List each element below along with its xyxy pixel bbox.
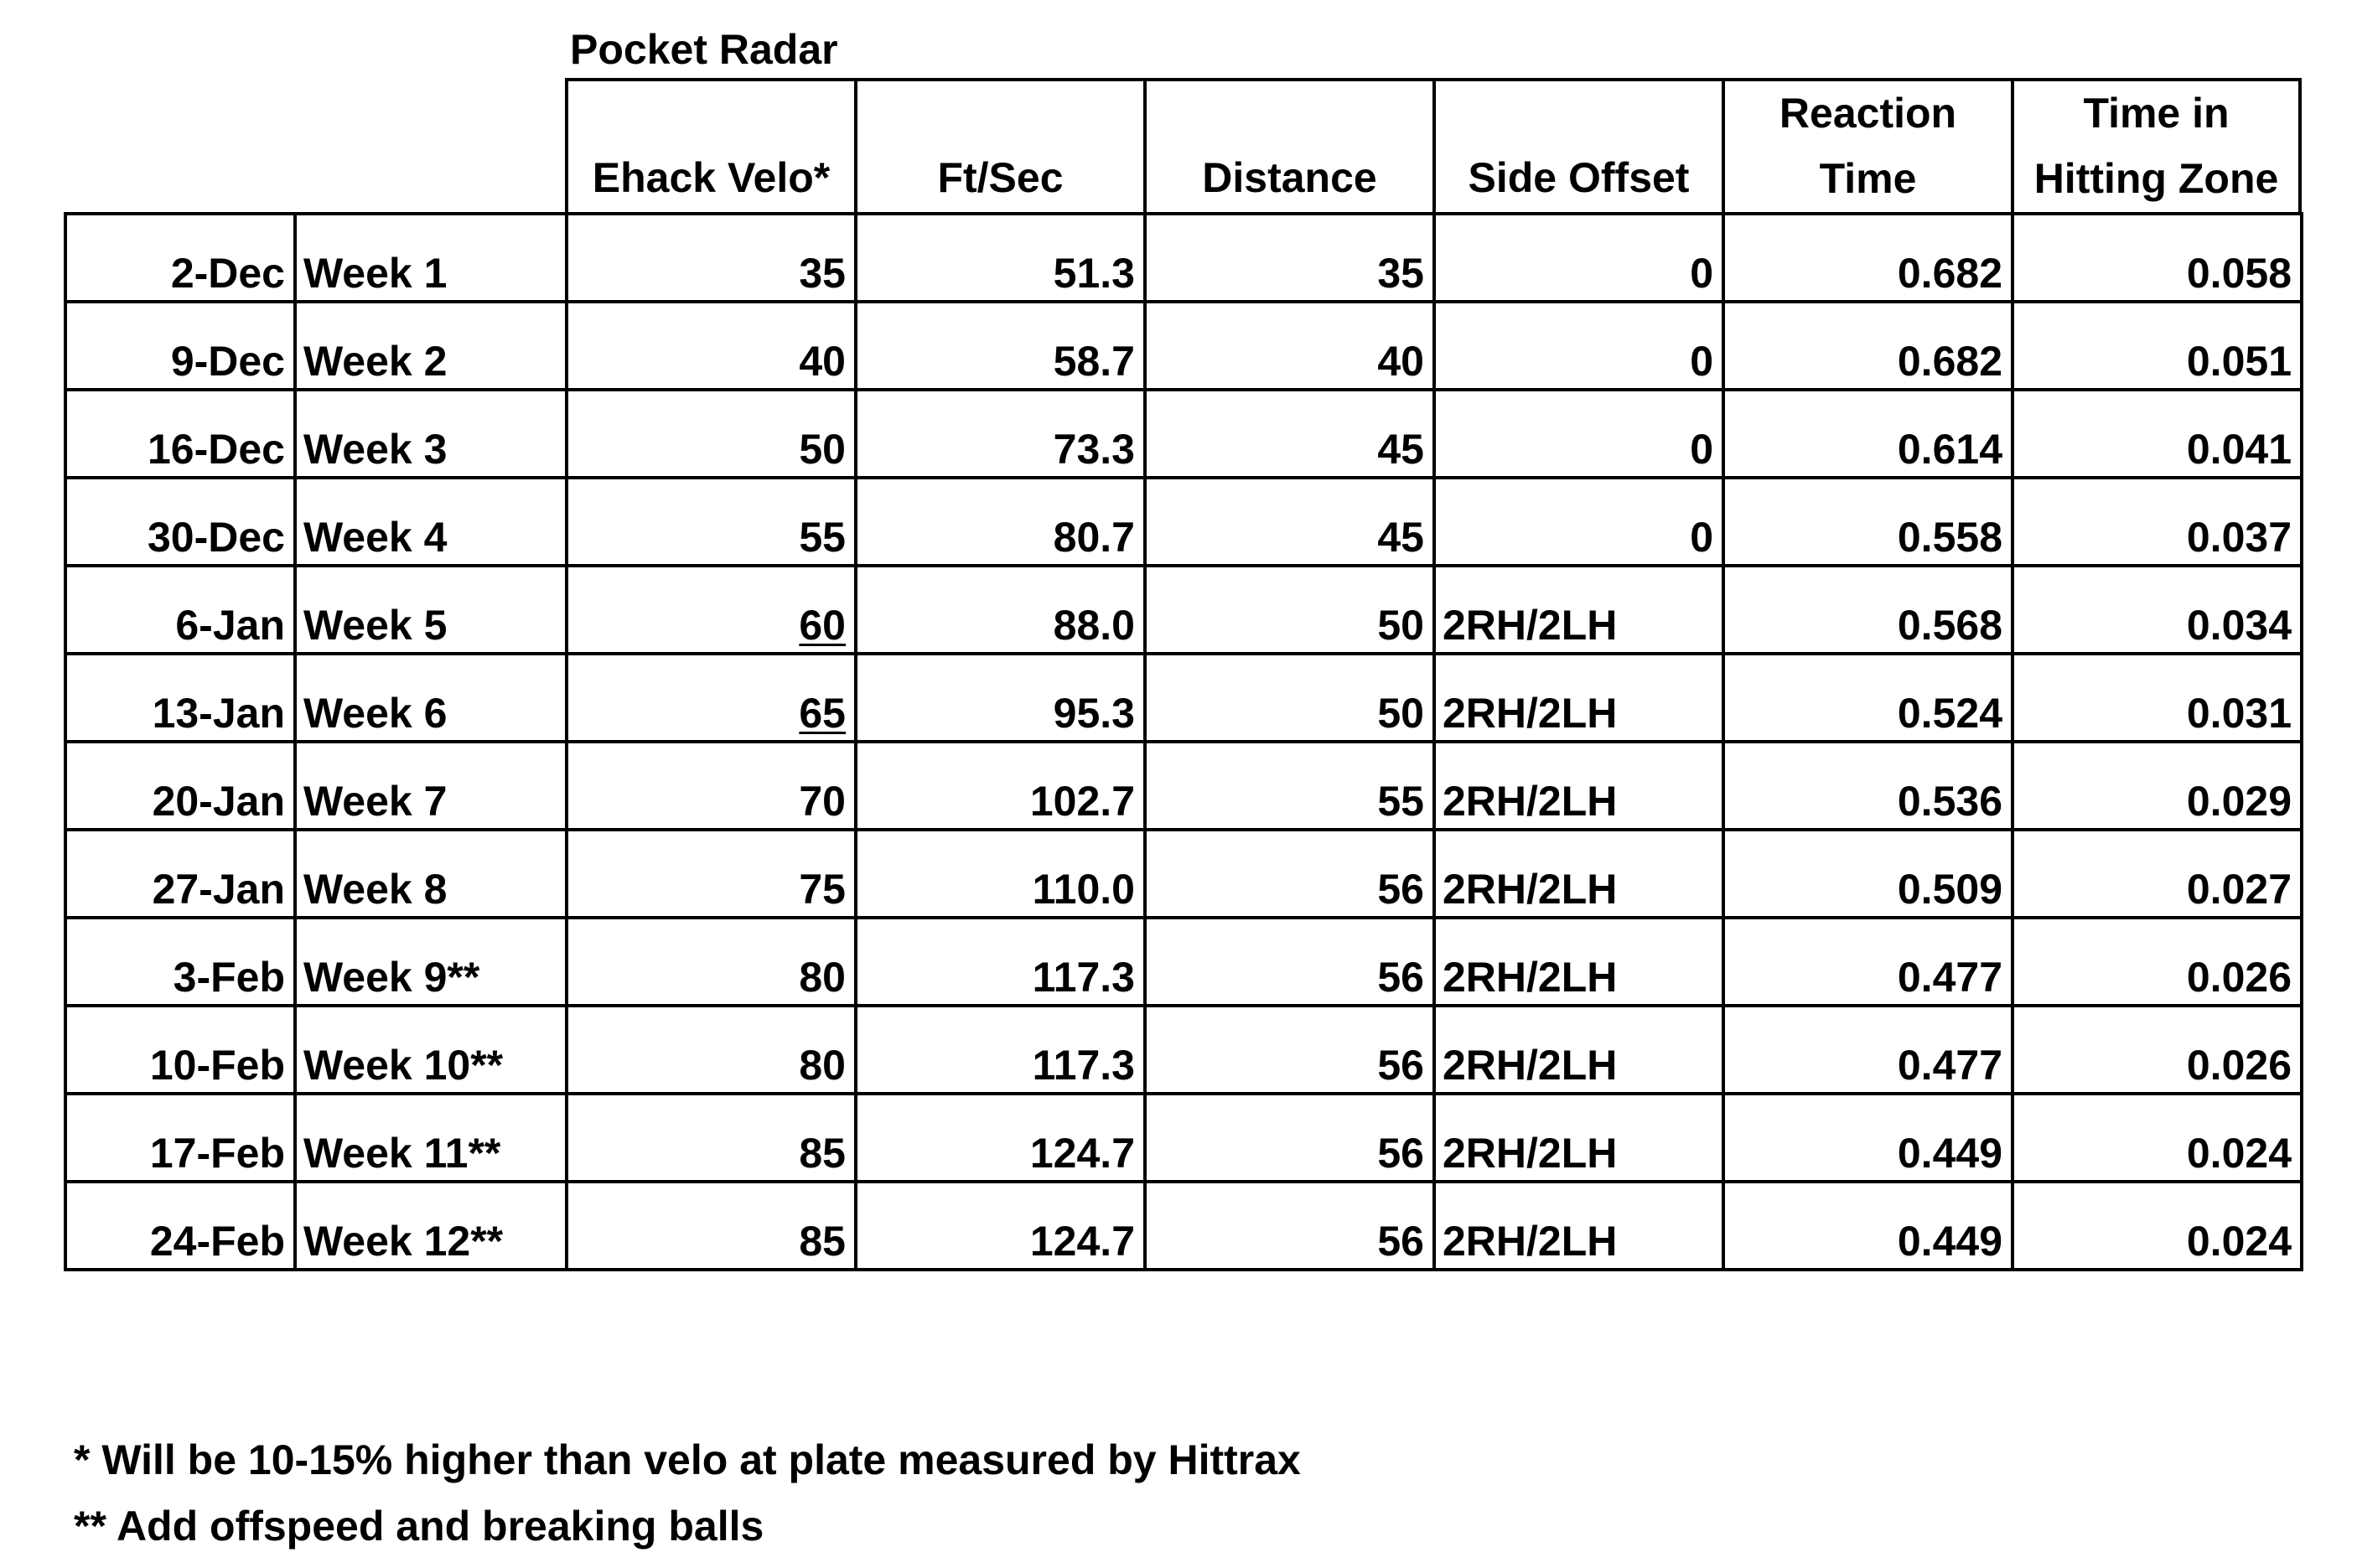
date-cell: 17-Feb xyxy=(65,1094,295,1182)
week-cell: Week 12** xyxy=(295,1182,567,1270)
date-cell: 2-Dec xyxy=(65,214,295,302)
hitting-zone-cell: 0.029 xyxy=(2013,742,2302,830)
table-row xyxy=(65,214,2302,302)
reaction-time-cell: 0.477 xyxy=(1723,918,2013,1006)
date-cell: 9-Dec xyxy=(65,302,295,390)
week-cell: Week 4 xyxy=(295,478,567,566)
date-cell: 16-Dec xyxy=(65,390,295,478)
header-zone-line1: Time in xyxy=(2083,90,2230,137)
fps-cell: 58.7 xyxy=(856,302,1145,390)
footnote-1: * Will be 10-15% higher than velo at plate measured by Hittrax xyxy=(74,1436,1301,1483)
reaction-time-cell: 0.536 xyxy=(1723,742,2013,830)
table-body xyxy=(65,214,2302,1270)
velo-underlined-value: 60 xyxy=(799,602,846,649)
distance-cell: 50 xyxy=(1145,654,1434,742)
velo-cell: 85 xyxy=(567,1182,856,1270)
week-cell: Week 1 xyxy=(295,214,567,302)
table-row xyxy=(65,566,2302,654)
side-offset-cell: 2RH/2LH xyxy=(1434,830,1723,918)
distance-cell: 35 xyxy=(1145,214,1434,302)
fps-cell: 124.7 xyxy=(856,1094,1145,1182)
header-reaction-time xyxy=(1722,78,2011,212)
distance-cell: 45 xyxy=(1145,390,1434,478)
header-velo: Ehack Velo* xyxy=(565,78,854,212)
velo-cell: 85 xyxy=(567,1094,856,1182)
hitting-zone-cell: 0.041 xyxy=(2013,390,2302,478)
date-cell: 10-Feb xyxy=(65,1006,295,1094)
distance-cell: 50 xyxy=(1145,566,1434,654)
date-cell: 20-Jan xyxy=(65,742,295,830)
date-cell: 13-Jan xyxy=(65,654,295,742)
hitting-zone-cell: 0.026 xyxy=(2013,1006,2302,1094)
distance-cell: 56 xyxy=(1145,1006,1434,1094)
date-cell: 27-Jan xyxy=(65,830,295,918)
table-row xyxy=(65,742,2302,830)
reaction-time-cell: 0.524 xyxy=(1723,654,2013,742)
hitting-zone-cell: 0.051 xyxy=(2013,302,2302,390)
distance-cell: 56 xyxy=(1145,1182,1434,1270)
side-offset-cell: 2RH/2LH xyxy=(1434,654,1723,742)
distance-cell: 56 xyxy=(1145,830,1434,918)
hitting-zone-cell: 0.026 xyxy=(2013,918,2302,1006)
reaction-time-cell: 0.558 xyxy=(1723,478,2013,566)
table-row xyxy=(65,390,2302,478)
side-offset-cell: 0 xyxy=(1434,302,1723,390)
fps-cell: 88.0 xyxy=(856,566,1145,654)
fps-cell: 124.7 xyxy=(856,1182,1145,1270)
week-cell: Week 6 xyxy=(295,654,567,742)
side-offset-cell: 2RH/2LH xyxy=(1434,1094,1723,1182)
table-row xyxy=(65,830,2302,918)
fps-cell: 110.0 xyxy=(856,830,1145,918)
date-cell: 24-Feb xyxy=(65,1182,295,1270)
velo-cell: 35 xyxy=(567,214,856,302)
reaction-time-cell: 0.477 xyxy=(1723,1006,2013,1094)
fps-cell: 95.3 xyxy=(856,654,1145,742)
header-hitting-zone xyxy=(2011,78,2302,212)
side-offset-cell: 2RH/2LH xyxy=(1434,1006,1723,1094)
week-cell: Week 10** xyxy=(295,1006,567,1094)
footnote-2: ** Add offspeed and breaking balls xyxy=(74,1503,764,1550)
week-cell: Week 2 xyxy=(295,302,567,390)
table-row xyxy=(65,1094,2302,1182)
table-row xyxy=(65,1006,2302,1094)
velo-cell xyxy=(567,654,856,742)
distance-cell: 56 xyxy=(1145,918,1434,1006)
side-offset-cell: 2RH/2LH xyxy=(1434,566,1723,654)
fps-cell: 73.3 xyxy=(856,390,1145,478)
side-offset-cell: 0 xyxy=(1434,390,1723,478)
hitting-zone-cell: 0.037 xyxy=(2013,478,2302,566)
header-side-offset: Side Offset xyxy=(1432,78,1722,212)
fps-cell: 117.3 xyxy=(856,1006,1145,1094)
velo-cell: 50 xyxy=(567,390,856,478)
header-reaction-line2: Time xyxy=(1819,155,1917,202)
hitting-zone-cell: 0.058 xyxy=(2013,214,2302,302)
pocket-radar-caption: Pocket Radar xyxy=(570,26,838,73)
side-offset-cell: 0 xyxy=(1434,478,1723,566)
hitting-zone-cell: 0.027 xyxy=(2013,830,2302,918)
distance-cell: 56 xyxy=(1145,1094,1434,1182)
velo-cell: 75 xyxy=(567,830,856,918)
reaction-time-cell: 0.509 xyxy=(1723,830,2013,918)
date-cell: 30-Dec xyxy=(65,478,295,566)
reaction-time-cell: 0.682 xyxy=(1723,214,2013,302)
reaction-time-cell: 0.449 xyxy=(1723,1182,2013,1270)
hitting-zone-cell: 0.024 xyxy=(2013,1094,2302,1182)
velo-cell: 40 xyxy=(567,302,856,390)
reaction-time-cell: 0.568 xyxy=(1723,566,2013,654)
week-cell: Week 11** xyxy=(295,1094,567,1182)
hitting-zone-cell: 0.031 xyxy=(2013,654,2302,742)
reaction-time-cell: 0.682 xyxy=(1723,302,2013,390)
side-offset-cell: 2RH/2LH xyxy=(1434,918,1723,1006)
distance-cell: 40 xyxy=(1145,302,1434,390)
week-cell: Week 3 xyxy=(295,390,567,478)
table-row xyxy=(65,918,2302,1006)
fps-cell: 117.3 xyxy=(856,918,1145,1006)
table-row xyxy=(65,478,2302,566)
week-cell: Week 9** xyxy=(295,918,567,1006)
week-cell: Week 5 xyxy=(295,566,567,654)
velo-underlined-value: 65 xyxy=(799,690,846,737)
side-offset-cell: 0 xyxy=(1434,214,1723,302)
velo-cell: 80 xyxy=(567,1006,856,1094)
date-cell: 3-Feb xyxy=(65,918,295,1006)
week-cell: Week 7 xyxy=(295,742,567,830)
header-distance: Distance xyxy=(1143,78,1432,212)
velo-cell: 70 xyxy=(567,742,856,830)
fps-cell: 80.7 xyxy=(856,478,1145,566)
reaction-time-cell: 0.614 xyxy=(1723,390,2013,478)
hitting-zone-cell: 0.024 xyxy=(2013,1182,2302,1270)
velocity-table xyxy=(64,212,2303,1271)
header-zone-line2: Hitting Zone xyxy=(2033,155,2279,202)
distance-cell: 55 xyxy=(1145,742,1434,830)
velo-cell: 55 xyxy=(567,478,856,566)
fps-cell: 51.3 xyxy=(856,214,1145,302)
reaction-time-cell: 0.449 xyxy=(1723,1094,2013,1182)
table-row xyxy=(65,1182,2302,1270)
velo-cell xyxy=(567,566,856,654)
velo-cell: 80 xyxy=(567,918,856,1006)
week-cell: Week 8 xyxy=(295,830,567,918)
date-cell: 6-Jan xyxy=(65,566,295,654)
side-offset-cell: 2RH/2LH xyxy=(1434,742,1723,830)
distance-cell: 45 xyxy=(1145,478,1434,566)
header-reaction-line1: Reaction xyxy=(1779,90,1957,137)
fps-cell: 102.7 xyxy=(856,742,1145,830)
header-fps: Ft/Sec xyxy=(854,78,1143,212)
hitting-zone-cell: 0.034 xyxy=(2013,566,2302,654)
table-row xyxy=(65,654,2302,742)
table-row xyxy=(65,302,2302,390)
side-offset-cell: 2RH/2LH xyxy=(1434,1182,1723,1270)
